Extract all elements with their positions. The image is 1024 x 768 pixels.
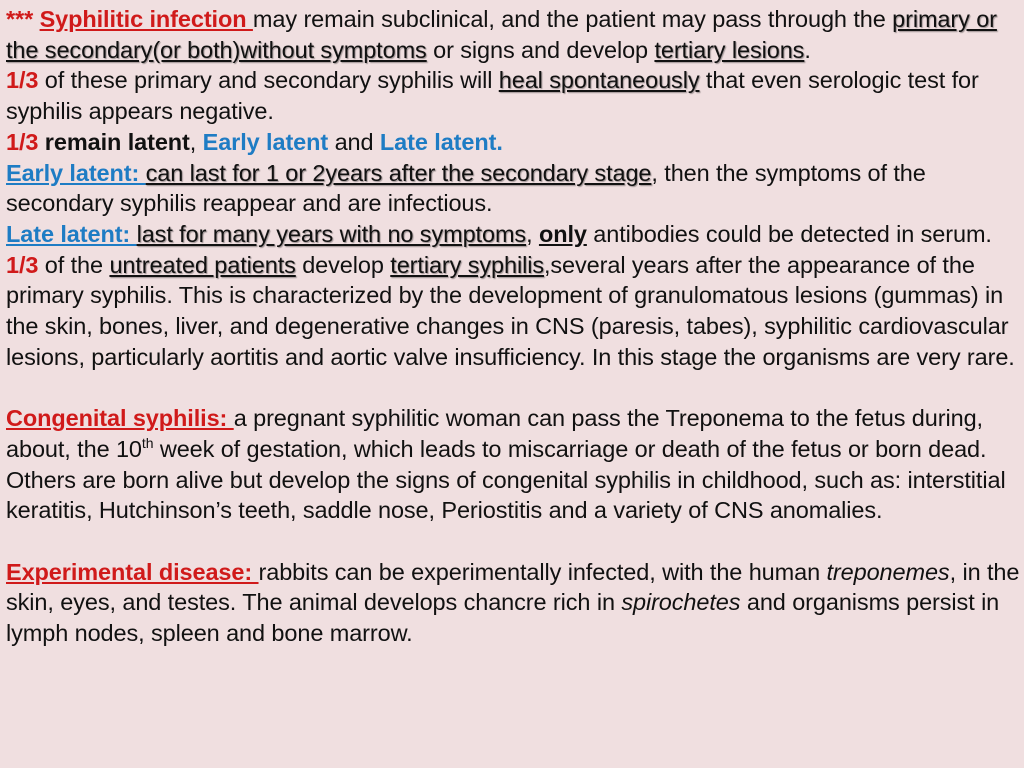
text: , xyxy=(189,128,203,155)
text: rabbits can be experimentally infected, with the human xyxy=(258,558,827,585)
text: or signs and develop xyxy=(426,36,655,63)
text: ,several years after the appearance of the primary syphilis. This is characterized by the development of granulomatous lesions (gummas) in the skin, bones, liver, and degenerative changes in CNS (paresis, tabes), syphilitic cardiovascular lesions, particularly aortitis and aortic valve insufficiency. In this stage the organisms are very rare. xyxy=(6,251,1015,370)
stars-marker: *** xyxy=(6,6,34,32)
text: and xyxy=(328,128,380,155)
paragraph-experimental xyxy=(6,557,1020,649)
text: antibodies could be detected in serum. xyxy=(586,220,992,247)
term-syphilitic-infection: Syphilitic infection xyxy=(39,6,253,32)
text: . xyxy=(496,128,503,155)
text: and organisms persist in lymph nodes, spleen and bone marrow. xyxy=(6,589,1000,647)
italic-treponemes: treponemes xyxy=(826,558,950,585)
text: of the xyxy=(38,251,110,278)
text: week of gestation, which leads to miscarriage or death of the fetus or born dead. Others are born alive but develop the signs of congenital syphilis in childhood, such as: interstitial keratitis, Hutchinson’s teeth, saddle nose, Periostitis and a variety of CNS anomalies. xyxy=(6,435,1006,524)
fraction-label: 1/3 xyxy=(6,251,39,278)
highlight-early-latent: can last for 1 or 2years after the secondary stage xyxy=(145,159,652,186)
text: . xyxy=(804,36,811,63)
text: develop xyxy=(295,251,391,278)
highlight-late-latent: last for many years with no symptoms xyxy=(136,220,527,247)
fraction-label: 1/3 xyxy=(6,67,39,94)
paragraph-early-latent xyxy=(6,158,1020,219)
term-late-latent: Late latent: xyxy=(6,220,137,247)
spacer xyxy=(6,526,1020,557)
late-latent-label: Late latent xyxy=(379,128,497,155)
highlight-primary-secondary: primary or the secondary(or both)without symptoms xyxy=(6,6,997,63)
text: a pregnant syphilitic woman can pass the Treponema to the fetus during, about, the 10 xyxy=(6,405,983,462)
remain-latent: remain latent xyxy=(38,128,190,155)
term-congenital-syphilis: Congenital syphilis: xyxy=(6,405,234,432)
text: , xyxy=(526,220,539,247)
fraction-label: 1/3 xyxy=(6,128,39,155)
slide-body xyxy=(6,4,1020,649)
paragraph-syphilitic-infection xyxy=(6,4,1020,65)
paragraph-tertiary xyxy=(6,250,1020,373)
term-early-latent: Early latent: xyxy=(6,159,146,186)
paragraph-heal xyxy=(6,65,1020,126)
text: may remain subclinical, and the patient may pass through the xyxy=(252,6,886,32)
text: of these primary and secondary syphilis will xyxy=(38,67,499,94)
only-emphasis: only xyxy=(538,220,587,247)
highlight-untreated-patients: untreated patients xyxy=(109,251,296,278)
text: , then the symptoms of the secondary syphilis reappear and are infectious. xyxy=(6,159,926,217)
highlight-tertiary-syphilis: tertiary syphilis xyxy=(390,251,544,278)
paragraph-latent xyxy=(6,127,1020,158)
text: that even serologic test for syphilis appears negative. xyxy=(6,67,979,125)
early-latent-label: Early latent xyxy=(202,128,329,155)
text: , in the skin, eyes, and testes. The animal develops chancre rich in xyxy=(6,558,1020,616)
paragraph-congenital xyxy=(6,403,1020,526)
highlight-heal-spontaneously: heal spontaneously xyxy=(498,67,700,94)
superscript-th: th xyxy=(141,434,154,451)
italic-spirochetes: spirochetes xyxy=(621,589,741,616)
highlight-tertiary-lesions: tertiary lesions xyxy=(654,36,805,63)
spacer xyxy=(6,372,1020,403)
paragraph-late-latent xyxy=(6,219,1020,250)
term-experimental-disease: Experimental disease: xyxy=(6,558,259,585)
